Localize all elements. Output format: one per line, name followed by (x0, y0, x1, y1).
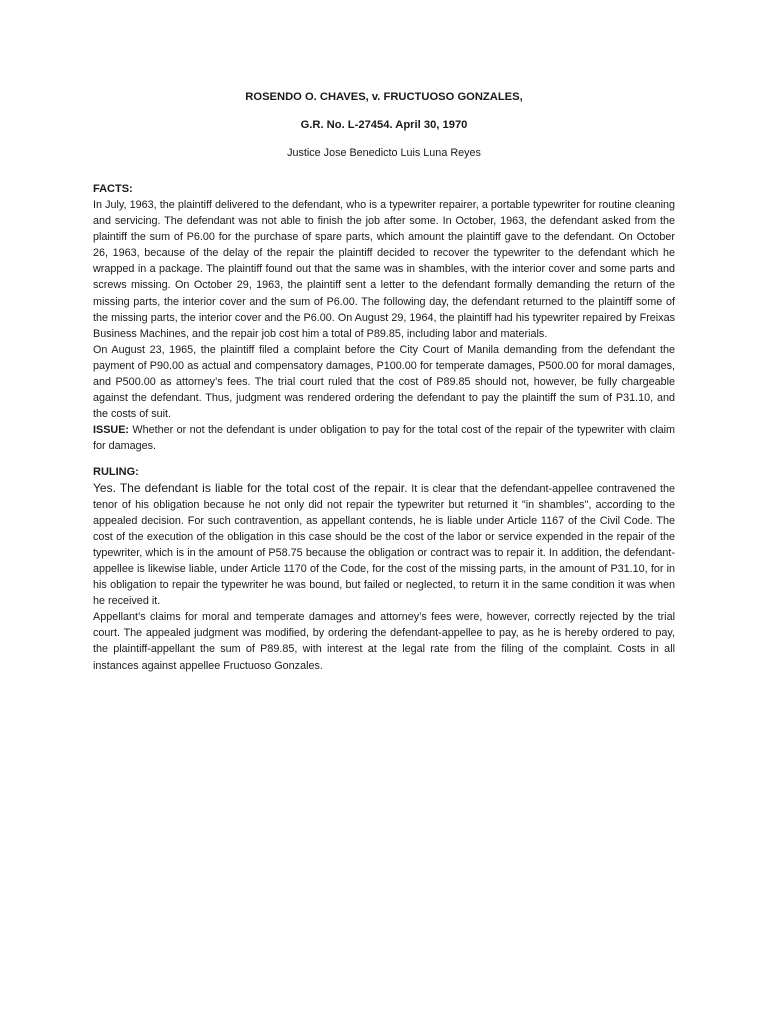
case-header (93, 0, 675, 160)
case-title: ROSENDO O. CHAVES, v. FRUCTUOSO GONZALES, (245, 91, 523, 103)
facts-paragraph-2: On August 23, 1965, the plaintiff filed a complaint before the City Court of Manila demanding from the defendant the payment of P90.00 as actual and compensatory damages, P100.00 for temperate damages, P500.00 for moral damages, and P500.00 as attorney’s fees. The trial court ruled that the cost of P89.85 should not, however, be fully chargeable against the defendant. Thus, judgment was rendered ordering the defendant to pay the plaintiff the sum of P31.10, and the costs of suit. (93, 343, 675, 421)
case-number: G.R. No. L-27454. April 30, 1970 (300, 119, 468, 131)
ruling-paragraph-2: Appellant’s claims for moral and temperate damages and attorney’s fees were, however, correctly rejected by the trial court. The appealed judgment was modified, by ordering the defendant-appellee to pay, as he is hereby ordered to pay, the plaintiff-appellant the sum of P89.85, with interest at the legal rate from the filing of the complaint. Costs in all instances against appellee Fructuoso Gonzales. (93, 611, 675, 672)
facts-paragraph-1: In July, 1963, the plaintiff delivered to the defendant, who is a typewriter repairer, a portable typewriter for routine cleaning and servicing. The defendant was not able to finish the job after some. In October, 1963, the defendant asked from the plaintiff the sum of P6.00 for the purchase of spare parts, which amount the plaintiff gave to the defendant. On October 26, 1963, because of the delay of the repair the plaintiff decided to recover the typewriter to the defendant which he wrapped in a package. The plaintiff found out that the same was in shambles, with the interior cover and some parts and screws missing. On October 29, 1963, the plaintiff sent a letter to the defendant formally demanding the return of the missing parts, the interior cover and the sum of P6.00. The following day, the defendant returned to the plaintiff some of the missing parts, the interior cover and the P6.00. On August 29, 1964, the plaintiff had his typewriter repaired by Freixas Business Machines, and the repair job cost him a total of P89.85, including labor and materials. (93, 199, 675, 340)
ruling-heading: RULING: (93, 465, 139, 478)
ruling-paragraph-1-text: It is clear that the defendant-appellee contravened the tenor of his obligation because he not only did not repair the typewriter but returned it "in shambles", according to the appealed decision. For such contravention, as appellant contends, he is liable under Article 1167 of the Civil Code. The cost of the execution of the obligation in this case should be the cost of the labor or service expended in the repair of the typewriter, which is in the amount of P58.75 because the obligation or contract was to repair it. In addition, the defendant-appellee is likewise liable, under Article 1170 of the Code, for the cost of the missing parts, in the amount of P31.10, for in his obligation to repair the typewriter he was bound, but failed or neglected, to return it in the same condition it was when he received it. (93, 482, 676, 608)
ruling-lead: Yes. The defendant is liable for the total cost of the repair. (93, 480, 408, 495)
facts-heading: FACTS: (93, 183, 133, 195)
ruling-paragraph-1 (93, 480, 675, 610)
issue-paragraph (93, 422, 675, 454)
case-justice: Justice Jose Benedicto Luis Luna Reyes (287, 147, 481, 159)
issue-text: Whether or not the defendant is under obligation to pay for the total cost of the repair of the typewriter with claim for damages. (93, 424, 675, 453)
issue-label: ISSUE: (93, 424, 129, 437)
